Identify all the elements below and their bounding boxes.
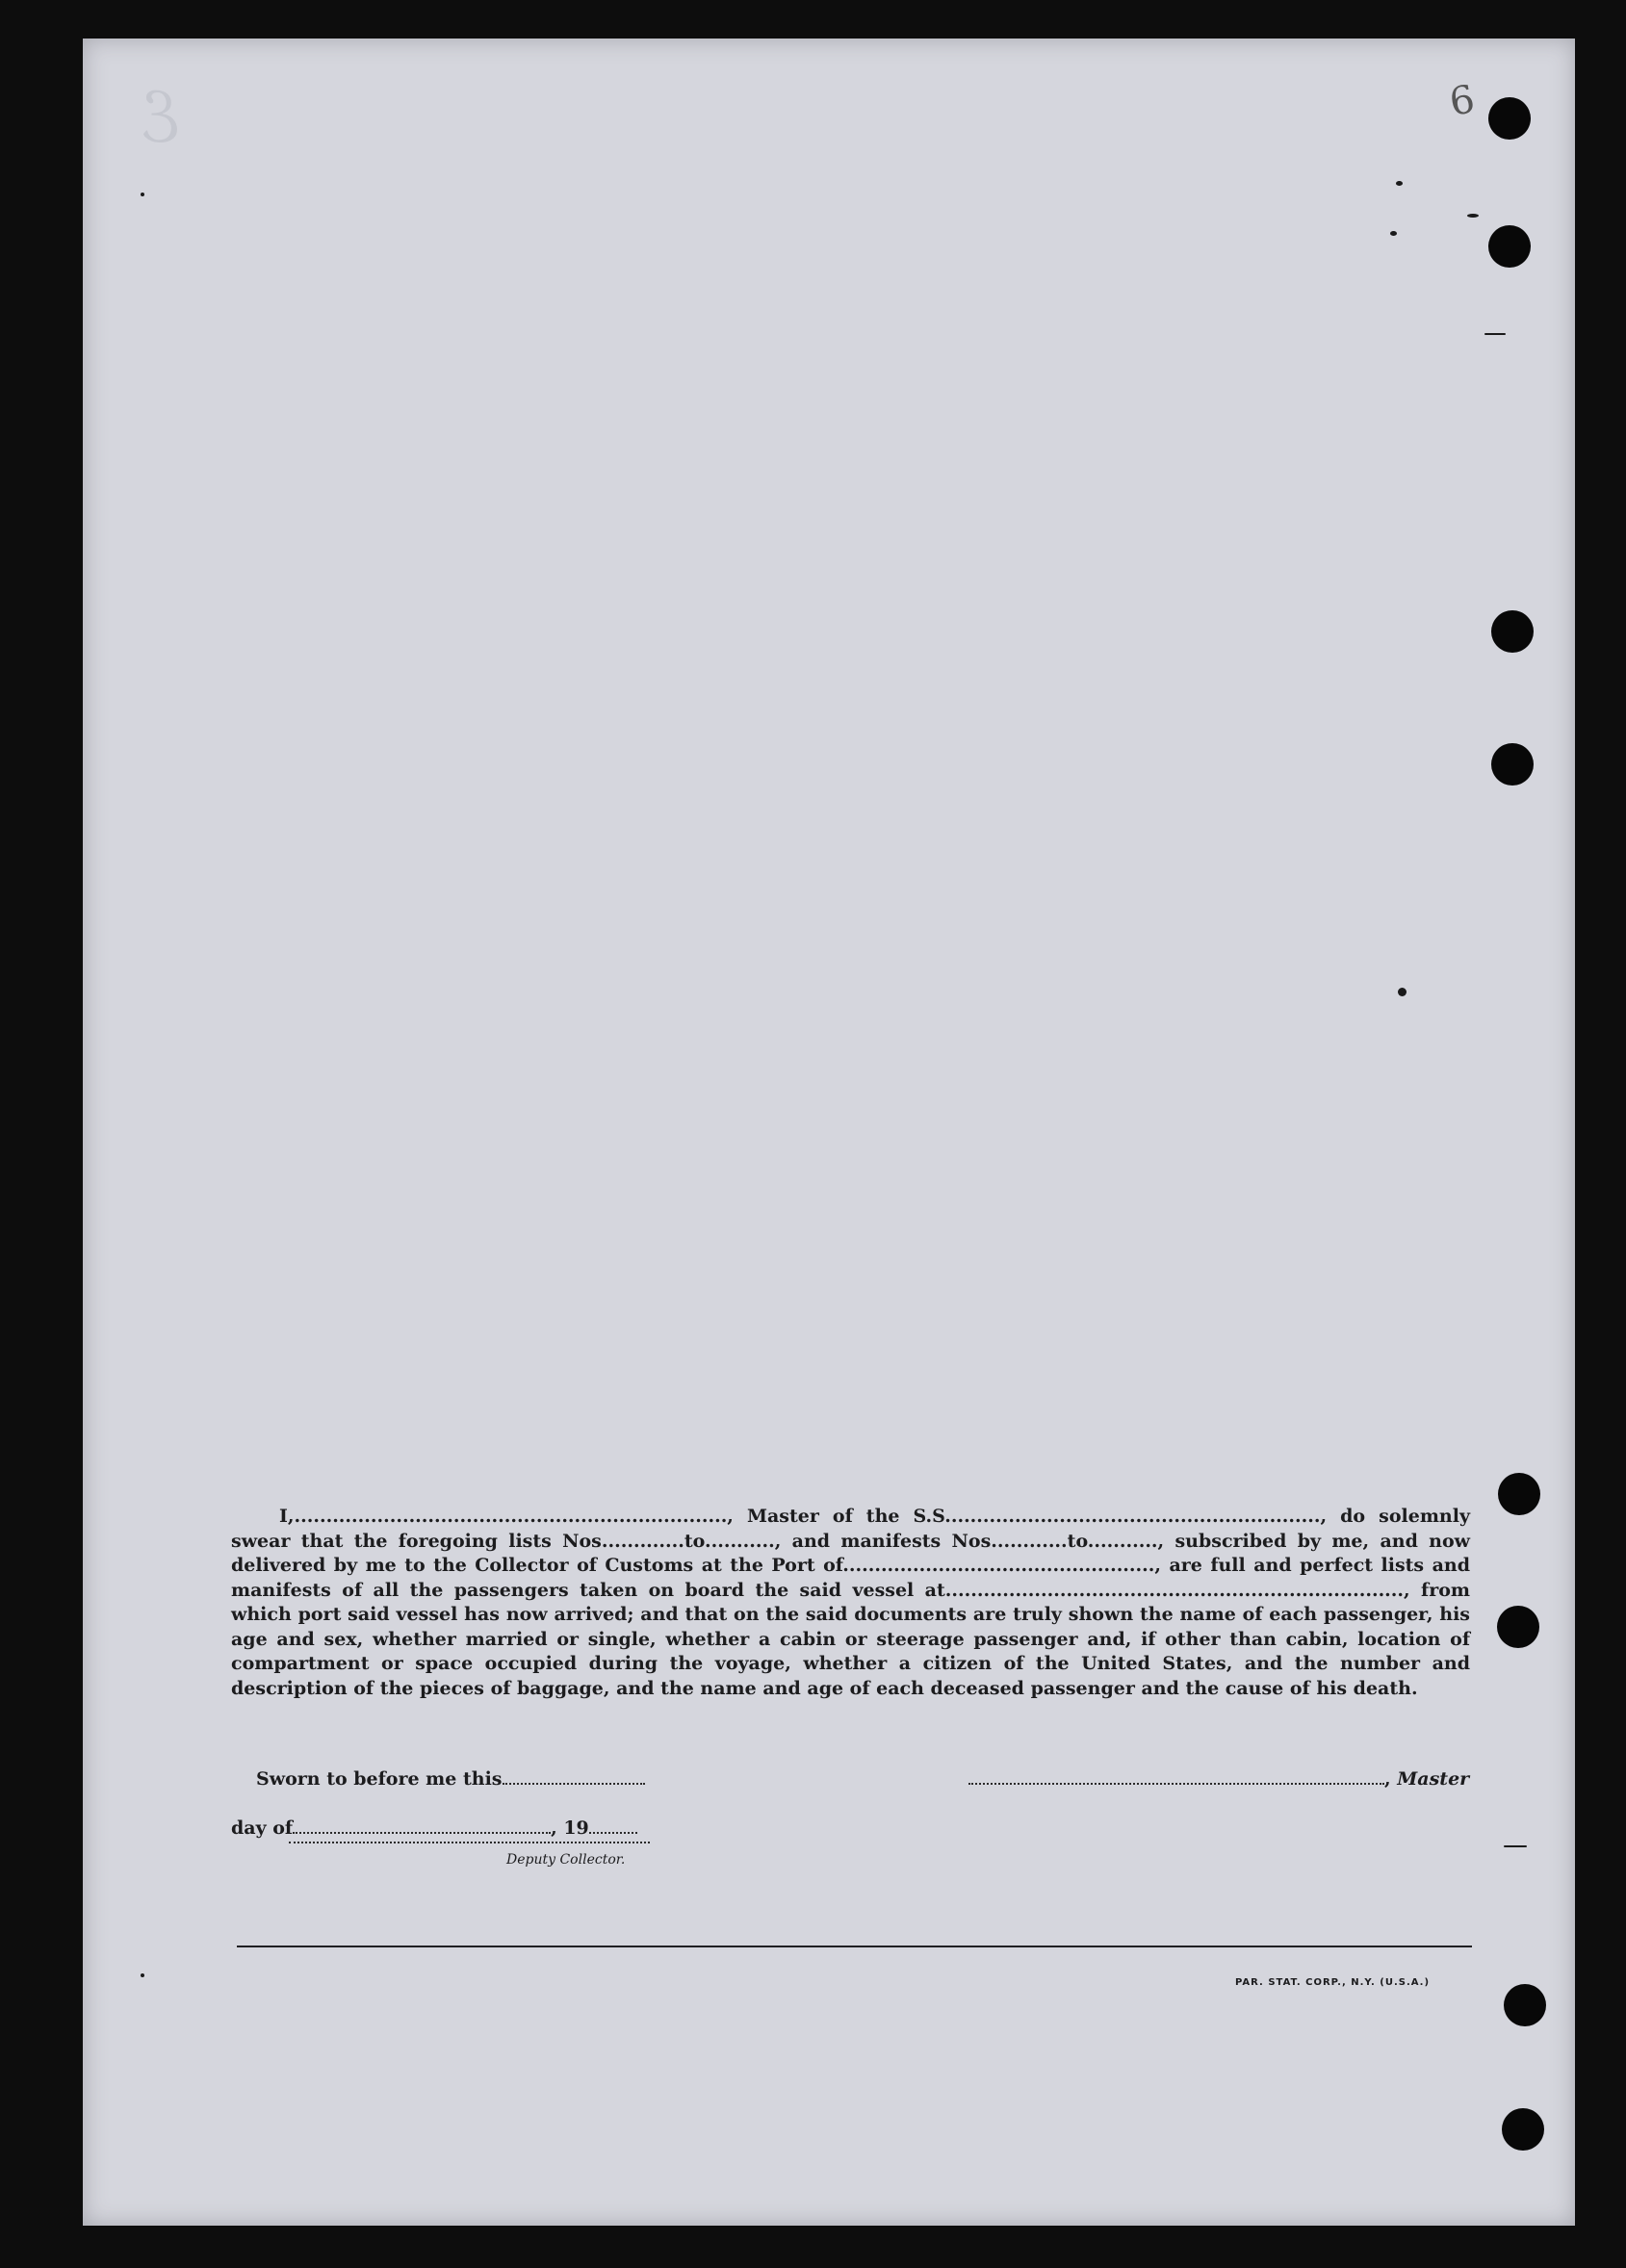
punch-hole (1488, 225, 1531, 268)
footer-rule (237, 1946, 1472, 1947)
master-signature-line (968, 1768, 1469, 1790)
master-separator: , (1384, 1768, 1391, 1790)
dust-speck (1504, 1845, 1527, 1847)
dust-speck (1398, 988, 1407, 996)
punch-hole (1502, 2108, 1544, 2151)
deputy-collector-label: Deputy Collector. (506, 1852, 626, 1868)
printer-imprint: PAR. STAT. CORP., N.Y. (U.S.A.) (1235, 1977, 1431, 1988)
dust-speck (1467, 214, 1479, 218)
manifest-page (83, 39, 1575, 2226)
oath-text-block (231, 1505, 1470, 1701)
punch-hole (1491, 743, 1534, 786)
dust-speck (1390, 231, 1397, 236)
day-of-blank (293, 1818, 551, 1834)
dust-speck (1396, 181, 1403, 186)
punch-hole (1488, 97, 1531, 140)
bleed-through-corner-mark: ℰ (141, 77, 183, 158)
day-of-label: day of (231, 1817, 294, 1839)
punch-hole (1498, 1473, 1540, 1515)
punch-hole (1497, 1606, 1539, 1648)
oath-paragraph: I,...................................................................., Master of the S.S..........................................................., do solemnly swear that the foregoing lists Nos.............to..........., and manifests Nos............to..........., subscribed by me, and now delivered by me to the Collector of Customs at the Port of................................................., are full and perfect lists and manifests of all the passengers taken on board the said vessel at........................................................................, from which port said vessel has now arrived; and that on the said documents are truly shown the name of each passenger, his age and sex, whether married or single, whether a cabin or steerage passenger and, if other than cabin, location of compartment or space occupied during the voyage, whether a citizen of the United States, and the number and description of the pieces of baggage, and the name and age of each deceased passenger and the cause of his death. (231, 1506, 1470, 1699)
year-blank (589, 1818, 637, 1834)
punch-hole (1491, 610, 1534, 653)
handwritten-page-number: 6 (1446, 77, 1479, 125)
dust-speck (141, 1973, 144, 1977)
dust-speck (141, 193, 144, 196)
master-signature-blank (968, 1769, 1384, 1785)
master-label: Master (1397, 1768, 1470, 1790)
day-of-line (231, 1817, 637, 1839)
deputy-signature-blank (289, 1842, 650, 1843)
year-prefix: , 19 (551, 1817, 589, 1839)
punch-hole (1504, 1984, 1546, 2026)
sworn-line (256, 1768, 645, 1790)
dust-speck (1484, 333, 1506, 335)
sworn-label: Sworn to before me this (256, 1768, 503, 1790)
sworn-date-blank (503, 1769, 645, 1785)
